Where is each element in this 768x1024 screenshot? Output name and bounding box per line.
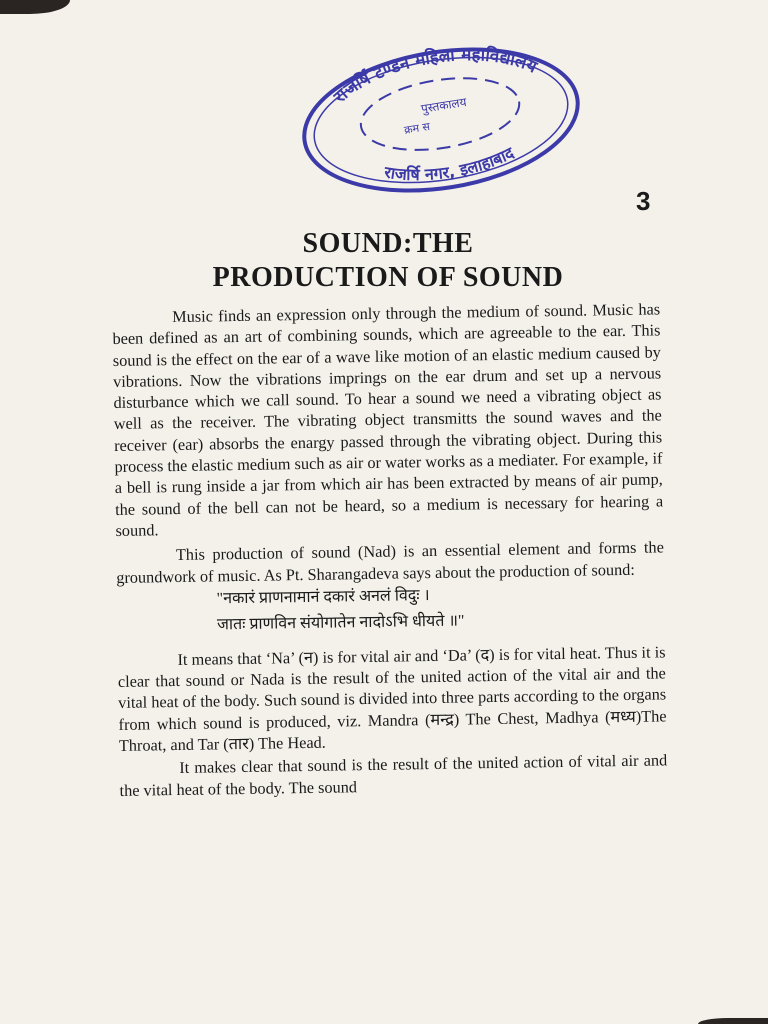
paragraph-1: Music finds an expression only through the medium of sound. Music has been defined as an art of combining sounds, which are agreeable to the ear. This sound is the effect on the ear of a wave like motion of an elastic medium caused by vibrations. Now the vibrations imprings on the ear drum and set up a nervous disturbance which we call sound. To hear a sound we need a vibrating object as well as the receiver. The vibrating object transmitts the sound waves and the receiver (ear) absorbs the enargy passed through the vibrating object. During this process the elastic medium such as air or water works as a mediater. For example, if a bell is rung inside a jar from which air has been extracted by means of air pump, the sound of the bell can not be heard, so a medium is necessary for hearing a sound. (112, 299, 664, 540)
page-edge-shadow-top (0, 0, 70, 14)
paragraph-3: It means that ‘Na’ (न) is for vital air and ‘Da’ (द) is for vital heat. Thus it is clear that sound or Nada is the result of the united action of the vital air and the vital heat of the body. Such sound is divided into three parts according to the organs from which sound is produced, viz. Mandra (मन्द्र) The Chest, Madhya (मध्य)The Throat, and Tar (तार) The Head. (117, 642, 667, 755)
library-stamp (296, 40, 586, 200)
page-number: 3 (636, 186, 651, 216)
chapter-title-line2: PRODUCTION OF SOUND (212, 262, 564, 293)
paragraph-4: It makes clear that sound is the result of the united action of vital air and the vital heat of the body. The sound (119, 750, 668, 800)
stamp-top-text: राजर्षि टण्डन महिला महाविद्यालय (330, 45, 540, 108)
verse-line-2: जातः प्राणविन संयोगातेन नादोऽभि धीयते ॥" (216, 612, 465, 634)
stamp-center-sub: क्रम स (403, 119, 431, 137)
paragraph-2: This production of sound (Nad) is an essential element and forms the groundwork of music. As Pt. Sharangadeva says about the production of sound: (116, 537, 664, 587)
verse-line-1: "नकारं प्राणनामानं दकारं अनलं विदुः । (216, 586, 430, 608)
page-edge-shadow-bottom (698, 1018, 768, 1024)
stamp-bottom-text: राजर्षि नगर, इलाहाबाद (383, 143, 517, 185)
chapter-title-line1: SOUND:THE (302, 228, 474, 259)
stamp-center-label: पुस्तकालय (420, 94, 468, 116)
chapter-body (112, 298, 668, 800)
